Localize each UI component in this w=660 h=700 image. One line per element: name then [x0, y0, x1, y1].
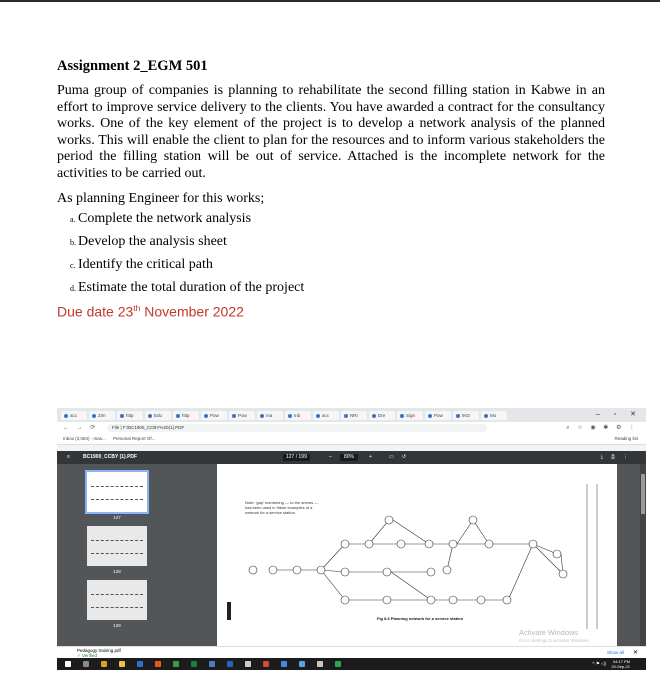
taskbar-app-icon: [245, 661, 251, 667]
system-tray-icons: ^ ⚑ ◁): [592, 661, 606, 666]
browser-tab: [257, 411, 283, 420]
tab-favicon-icon: [372, 414, 376, 418]
task-item: [57, 230, 605, 253]
tab-favicon-icon: [428, 414, 432, 418]
thumbnail-selected: [87, 472, 147, 512]
taskbar-app-icon: [209, 661, 215, 667]
taskbar-app-icon: [173, 661, 179, 667]
activate-windows-title: Activate Windows: [519, 628, 579, 637]
pdf-toolbar: [57, 451, 646, 464]
address-bar: [57, 422, 646, 434]
window-controls: – ▫ ✕: [595, 411, 642, 418]
taskbar-app-icon: [155, 661, 161, 667]
browser-tab: [481, 411, 507, 420]
bookmarks-bar: [57, 434, 646, 445]
tab-label: NRI: [350, 413, 358, 418]
zoom-in-icon: +: [369, 454, 372, 460]
browser-tab: [173, 411, 199, 420]
tab-label: Pow: [434, 413, 443, 418]
tab-label: Inb: [294, 413, 301, 418]
due-date-prefix: Due date 23: [57, 303, 134, 320]
close-icon: ✕: [632, 650, 638, 656]
tab-label: Mo: [490, 413, 497, 418]
figure-note: Note: 'gap' numbering — to the arrows — has been used in these examples of a network for a service station.: [245, 500, 319, 515]
thumbnail: [87, 526, 147, 566]
tab-favicon-icon: [400, 414, 404, 418]
thumbnail-sidebar: [57, 464, 177, 646]
browser-tab: [201, 411, 227, 420]
taskbar-app-icon: [281, 661, 287, 667]
assignment-paragraph: Puma group of companies is planning to rehabilitate the second filling station in Kabwe in an effort to improve service delivery to the clients. You have awarded a contract for the consultancy works. One of the key element of the project is to develop a network analysis of the planned works. This will enable the client to plan for the resources and to inform various stakeholders the period the filling station will be out of service. Attached is the incomplete network for the activities to be carried out.: [57, 83, 605, 181]
browser-tab: [229, 411, 255, 420]
browser-tab: [341, 411, 367, 420]
show-all-link: Show all: [606, 650, 624, 655]
tab-label: acc: [322, 413, 330, 418]
assignment-lead: As planning Engineer for this works;: [57, 191, 265, 206]
taskbar-app-icon: [335, 661, 341, 667]
tab-favicon-icon: [92, 414, 96, 418]
due-date: [57, 303, 605, 320]
page-indicator: 127 / 199: [283, 454, 310, 461]
zoom-level: 80%: [340, 454, 358, 461]
thumbnail-label: 128: [113, 569, 121, 574]
browser-tab: [369, 411, 395, 420]
embedded-browser-screenshot: [57, 408, 646, 670]
tab-label: Pow: [238, 413, 247, 418]
assignment-document: [57, 58, 605, 320]
taskbar-app-icon: [137, 661, 143, 667]
tab-favicon-icon: [64, 414, 68, 418]
tab-favicon-icon: [288, 414, 292, 418]
tab-label: http: [126, 413, 134, 418]
pdf-filename: BC1900_CCBY (1).PDF: [83, 454, 138, 460]
due-date-sup: th: [133, 303, 141, 313]
taskbar: [57, 658, 646, 670]
tab-label: Zim: [98, 413, 106, 418]
tab-favicon-icon: [344, 414, 348, 418]
browser-tab: [61, 411, 87, 420]
browser-tab-strip: [57, 408, 646, 422]
tab-label: ma: [266, 413, 273, 418]
taskbar-app-icon: [65, 661, 71, 667]
browser-tab: [453, 411, 479, 420]
browser-tab: [145, 411, 171, 420]
toolbar-icons: ⌕ ☆ ◉ ✱ ⚙ ⋮: [566, 425, 638, 431]
download-status: ✓ Verified: [77, 653, 98, 658]
nav-buttons: ← → ⟳: [63, 425, 99, 431]
task-marker: c.: [70, 261, 76, 270]
tab-label: Dre: [378, 413, 386, 418]
thumbnail-label: 129: [113, 623, 121, 628]
tab-favicon-icon: [148, 414, 152, 418]
url-field: File | F:/BC1900_CCBY%20(1).PDF: [107, 424, 487, 432]
top-border: [0, 0, 660, 2]
menu-icon: ≡: [67, 454, 70, 460]
task-marker: d.: [70, 284, 76, 293]
taskbar-app-icon: [191, 661, 197, 667]
tab-label: acc: [70, 413, 78, 418]
bookmark-report: Personal Report Of...: [113, 436, 156, 441]
download-filename: Pedagogy training.pdf: [77, 648, 121, 653]
tab-favicon-icon: [316, 414, 320, 418]
zoom-out-icon: –: [329, 454, 332, 460]
clock-time: 04:17 PM: [612, 659, 630, 664]
taskbar-app-icon: [83, 661, 89, 667]
tab-favicon-icon: [232, 414, 236, 418]
clock: [611, 659, 630, 669]
activate-windows-sub: Go to Settings to activate Windows.: [519, 638, 591, 643]
tab-label: INO: [462, 413, 471, 418]
fit-rotate-icons: ▭↺: [389, 454, 414, 460]
tab-favicon-icon: [120, 414, 124, 418]
bookmark-inbox: Inbox (3,084) - mas...: [63, 436, 106, 441]
task-text: Identify the critical path: [78, 257, 213, 272]
taskbar-app-icon: [101, 661, 107, 667]
assignment-title: Assignment 2_EGM 501: [57, 58, 208, 74]
tab-favicon-icon: [204, 414, 208, 418]
task-item: [57, 207, 605, 230]
tab-label: http: [182, 413, 190, 418]
task-marker: a.: [70, 215, 76, 224]
browser-tab: [425, 411, 451, 420]
figure-caption: Fig 8.6 Planning network for a service station: [377, 616, 464, 621]
task-item: [57, 253, 605, 276]
browser-tab: [117, 411, 143, 420]
pdf-page: [217, 464, 617, 646]
pdf-scrollbar: [640, 464, 646, 646]
browser-tab: [313, 411, 339, 420]
thumbnail: [87, 580, 147, 620]
taskbar-app-icon: [119, 661, 125, 667]
task-text: Complete the network analysis: [78, 211, 252, 226]
tab-favicon-icon: [260, 414, 264, 418]
tab-favicon-icon: [456, 414, 460, 418]
tab-label: Edu: [154, 413, 163, 418]
task-list: [57, 207, 605, 299]
due-date-suffix: November 2022: [140, 303, 244, 320]
browser-tab: [89, 411, 115, 420]
task-item: [57, 276, 605, 299]
pdf-viewer: [177, 464, 646, 646]
browser-tab: [397, 411, 423, 420]
task-text: Develop the analysis sheet: [78, 234, 227, 249]
task-text: Estimate the total duration of the project: [78, 280, 305, 295]
tab-favicon-icon: [176, 414, 180, 418]
taskbar-app-icon: [299, 661, 305, 667]
tab-label: Sign: [406, 413, 416, 418]
tab-label: Pow: [210, 413, 219, 418]
clock-date: 29-Sep-21: [611, 664, 630, 669]
pdf-actions: ⤓⎙⋮: [600, 454, 636, 460]
reading-list: Reading list: [614, 436, 638, 441]
tab-favicon-icon: [484, 414, 488, 418]
thumbnail-label: 127: [113, 515, 121, 520]
task-marker: b.: [70, 238, 76, 247]
browser-tab: [285, 411, 311, 420]
taskbar-app-icon: [263, 661, 269, 667]
taskbar-app-icon: [317, 661, 323, 667]
taskbar-app-icon: [227, 661, 233, 667]
